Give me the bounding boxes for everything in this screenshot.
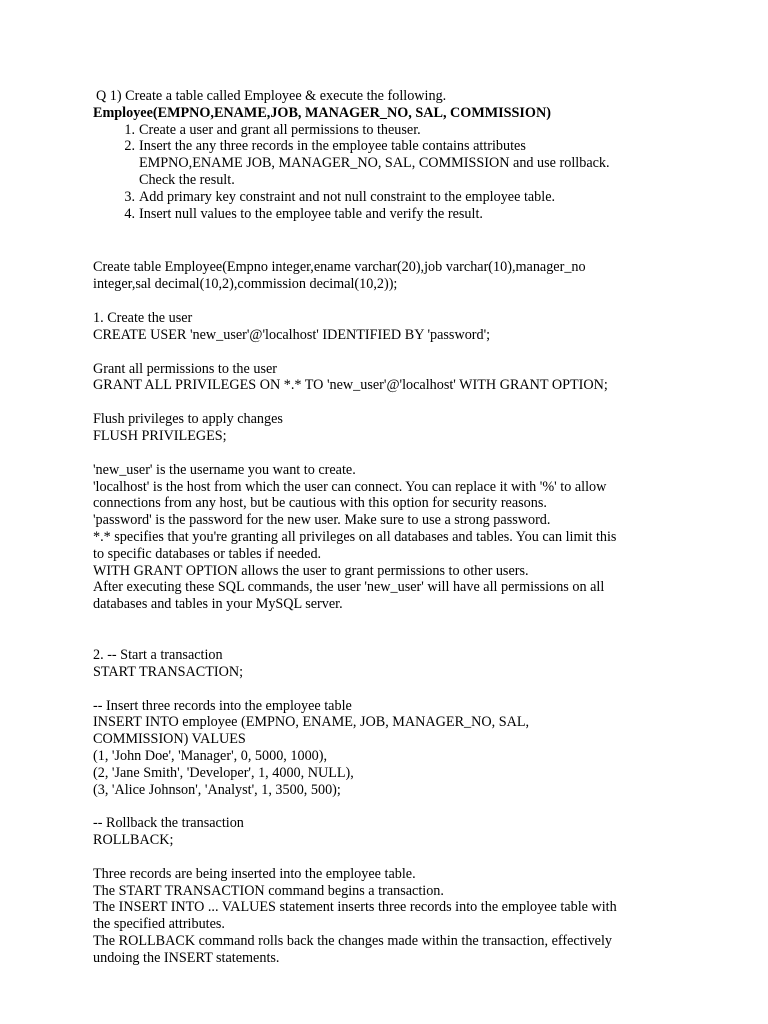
- insert-section: [93, 698, 673, 799]
- text-line: 1. Create the user: [93, 309, 193, 326]
- text-line: connections from any host, but be cautious with this option for security reasons.: [93, 495, 547, 512]
- text-line: INSERT INTO employee (EMPNO, ENAME, JOB, MANAGER_NO, SAL,: [93, 714, 530, 731]
- rollback-section: [93, 815, 673, 849]
- list-item: [124, 205, 673, 223]
- text-line: GRANT ALL PRIVILEGES ON *.* TO 'new_user'@'localhost' WITH GRANT OPTION;: [93, 377, 608, 394]
- task-text: EMPNO,ENAME JOB, MANAGER_NO, SAL, COMMISSION and use rollback.: [139, 155, 610, 172]
- text-line: COMMISSION) VALUES: [93, 731, 246, 748]
- list-number: 1.: [124, 121, 135, 138]
- text-line: integer,sal decimal(10,2),commission decimal(10,2));: [93, 276, 398, 293]
- list-number: 4.: [124, 205, 135, 222]
- text-line: CREATE USER 'new_user'@'localhost' IDENTIFIED BY 'password';: [93, 326, 491, 343]
- task-text: Insert null values to the employee table and verify the result.: [139, 205, 483, 222]
- text-line: (3, 'Alice Johnson', 'Analyst', 1, 3500, 500);: [93, 781, 341, 798]
- list-item: [124, 138, 673, 188]
- task-text: Add primary key constraint and not null constraint to the employee table.: [139, 188, 556, 205]
- text-line: FLUSH PRIVILEGES;: [93, 427, 227, 444]
- list-item: [124, 188, 673, 206]
- text-line: Three records are being inserted into the employee table.: [93, 865, 416, 882]
- grant-section: [93, 361, 673, 395]
- task-text: Create a user and grant all permissions to theuser.: [139, 121, 421, 138]
- create-user-section: [93, 310, 673, 344]
- text-line: -- Insert three records into the employee table: [93, 697, 352, 714]
- text-line: 'localhost' is the host from which the user can connect. You can replace it with '%' to allow: [93, 478, 607, 495]
- list-number: 3.: [124, 188, 135, 205]
- question-title: Q 1) Create a table called Employee & execute the following.: [96, 88, 447, 104]
- text-line: The START TRANSACTION command begins a transaction.: [93, 882, 444, 899]
- text-line: undoing the INSERT statements.: [93, 949, 280, 966]
- text-line: -- Rollback the transaction: [93, 815, 244, 832]
- table-schema-heading: Employee(EMPNO,ENAME,JOB, MANAGER_NO, SAL, COMMISSION): [93, 104, 551, 121]
- text-line: WITH GRANT OPTION allows the user to grant permissions to other users.: [93, 562, 529, 579]
- text-line: 'password' is the password for the new user. Make sure to use a strong password.: [93, 512, 551, 529]
- flush-section: [93, 411, 673, 445]
- text-line: The INSERT INTO ... VALUES statement inserts three records into the employee table with: [93, 899, 617, 916]
- list-number: 2.: [124, 138, 135, 155]
- text-line: *.* specifies that you're granting all privileges on all databases and tables. You can limit this: [93, 528, 617, 545]
- text-line: ROLLBACK;: [93, 832, 174, 849]
- list-item: [124, 121, 673, 139]
- task-text: Insert the any three records in the employee table contains attributes: [139, 138, 526, 155]
- text-line: (2, 'Jane Smith', 'Developer', 1, 4000, NULL),: [93, 764, 354, 781]
- text-line: Flush privileges to apply changes: [93, 411, 283, 428]
- text-line: Create table Employee(Empno integer,ename varchar(20),job varchar(10),manager_no: [93, 259, 586, 276]
- text-line: 2. -- Start a transaction: [93, 646, 223, 663]
- step1-notes: [93, 462, 673, 613]
- text-line: (1, 'John Doe', 'Manager', 0, 5000, 1000),: [93, 747, 328, 764]
- document-page: [93, 88, 673, 967]
- text-line: 'new_user' is the username you want to create.: [93, 461, 356, 478]
- step2-notes: [93, 866, 673, 967]
- text-line: START TRANSACTION;: [93, 663, 244, 680]
- text-line: Grant all permissions to the user: [93, 360, 278, 377]
- text-line: After executing these SQL commands, the user 'new_user' will have all permissions on all: [93, 579, 605, 596]
- text-line: databases and tables in your MySQL server.: [93, 596, 343, 613]
- start-transaction-section: [93, 647, 673, 681]
- task-text: Check the result.: [139, 171, 235, 188]
- text-line: the specified attributes.: [93, 916, 225, 933]
- task-list: [93, 122, 673, 223]
- text-line: to specific databases or tables if needed.: [93, 545, 322, 562]
- create-table-statement: [93, 259, 673, 293]
- text-line: The ROLLBACK command rolls back the changes made within the transaction, effectively: [93, 933, 613, 950]
